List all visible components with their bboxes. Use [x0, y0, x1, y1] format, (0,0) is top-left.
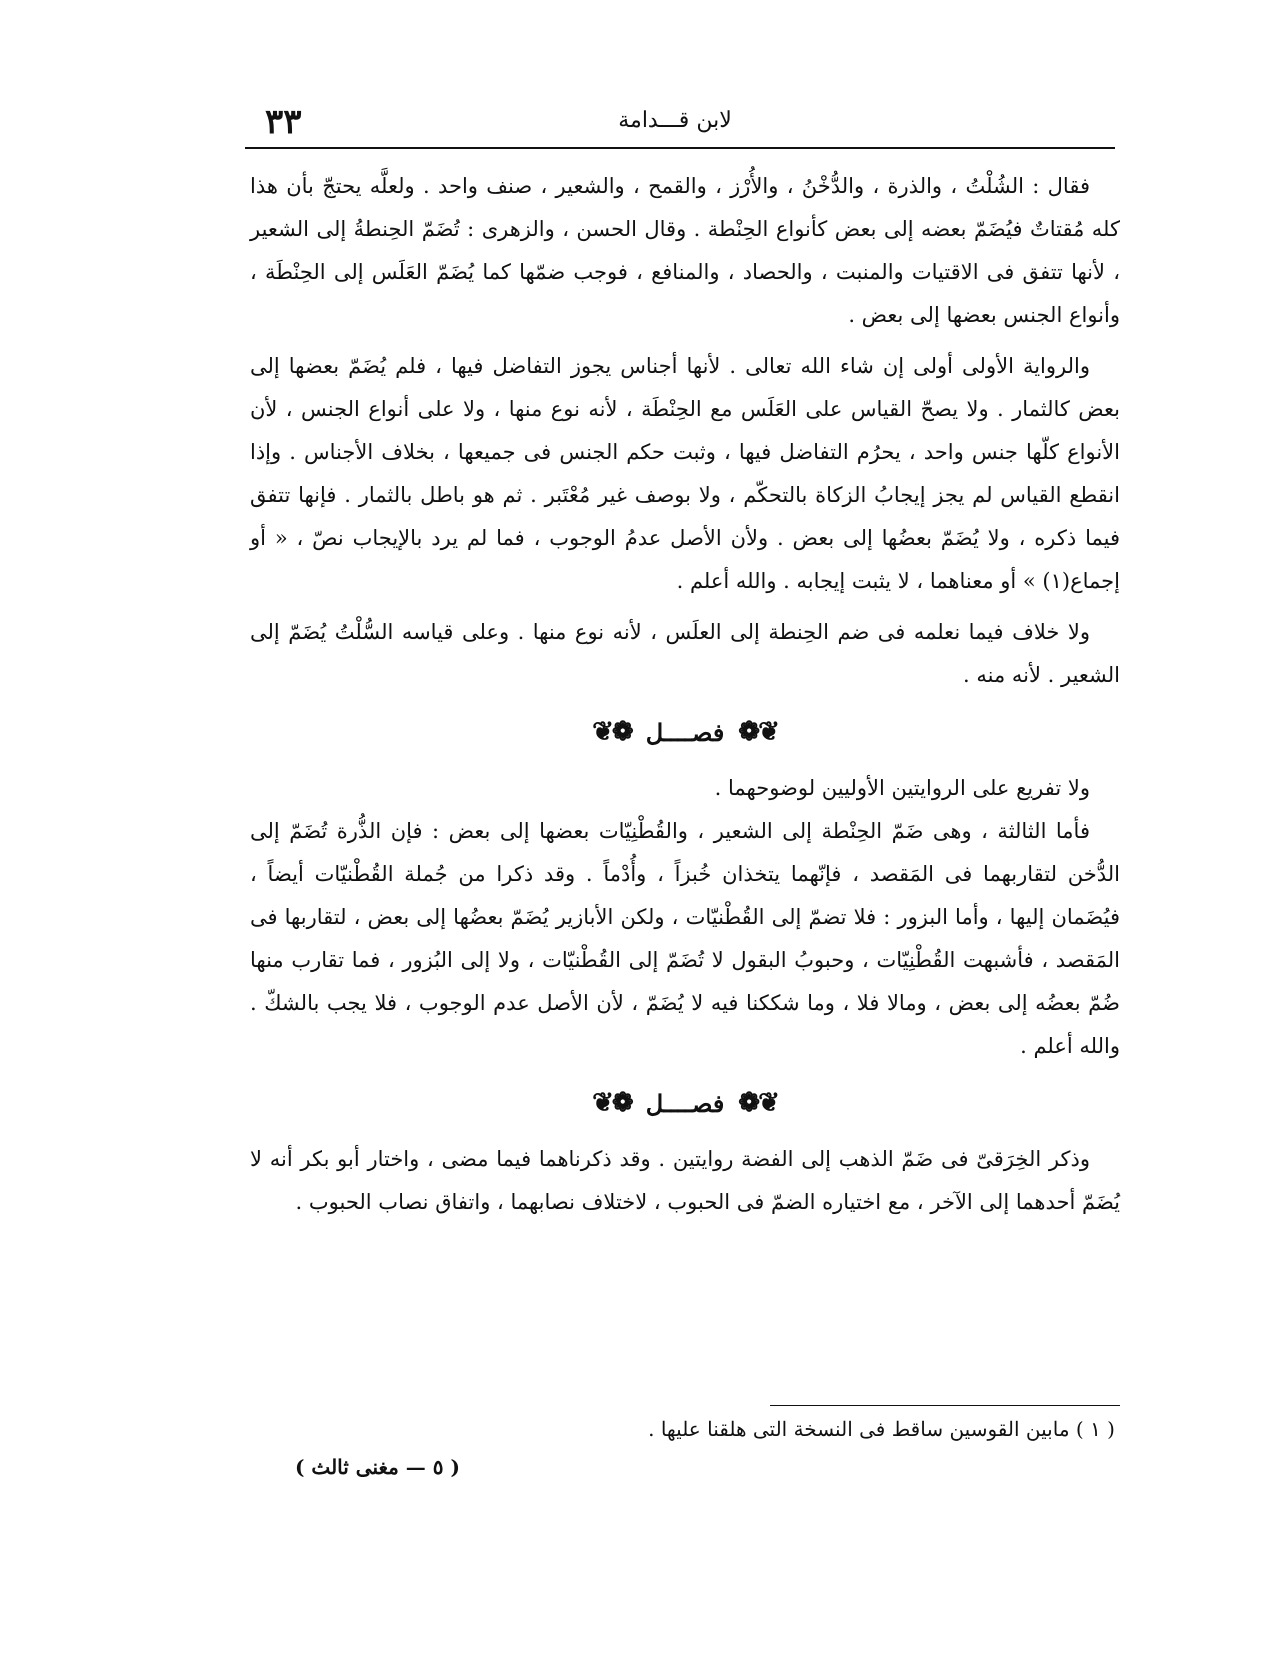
paragraph: فأما الثالثة ، وهى ضَمّ الحِنْطة إلى الشعير ، والقُطْنِيّات بعضها إلى بعض : فإن الذُّرة تُضَمّ إلى الدُّخن لتقاربهما فى المَقصد ، فإنّهما يتخذان خُبزاً ، وأُدْماً . وقد ذكرا من جُملة القُطْنيّات أيضاً ، فيُضَمان إليها ، وأما البزور : فلا تضمّ إلى القُطْنيّات ، ولكن الأبازير يُضَمّ بعضُها إلى بعض ، لتقاربها فى المَقصد ، فأشبهت القُطْنِيّات ، وحبوبُ البقول لا تُضَمّ إلى القُطْنيّات ، ولا إلى البُزور ، فما تقارب منها ضُمّ بعضُه إلى بعض ، ومالا فلا ، وما شككنا فيه لا يُضَمّ ، لأن الأصل عدم الوجوب ، فلا يجب بالشكّ . والله أعلم .	[250, 819, 1120, 1058]
section-heading	[250, 1068, 1120, 1138]
page-header	[245, 100, 1105, 148]
paragraph: والرواية الأولى أولى إن شاء الله تعالى . لأنها أجناس يجوز التفاضل فيها ، فلم يُضَمّ بعضها إلى بعض كالثمار . ولا يصحّ القياس على العَلَس مع الحِنْطَة ، لأنه نوع منها ، ولا على أنواع الجنس ، لأن الأنواع كلّها جنس واحد ، يحرُم التفاضل فيها ، وثبت حكم الجنس فى جميعها ، بخلاف الأجناس . وإذا انقطع القياس لم يجز إيجابُ الزكاة بالتحكّم ، ولا بوصف غير مُعْتَبر . ثم هو باطل بالثمار . فإنها تتفق فيما ذكره ، ولا يُضَمّ بعضُها إلى بعض . ولأن الأصل عدمُ الوجوب ، فما لم يرد بالإيجاب نصّ ، « أو إجماع(١) » أو معناهما ، لا يثبت إيجابه . والله أعلم .	[250, 354, 1120, 593]
page-number: ٣٣	[265, 102, 302, 142]
footnote: ( ١ ) مابين القوسين ساقط فى النسخة التى هلقنا عليها .	[648, 1417, 1115, 1441]
section-heading	[250, 697, 1120, 767]
ornament-icon: ❦❁	[738, 1088, 778, 1118]
header-rule	[245, 147, 1115, 149]
ornament-icon: ❁❦	[592, 1088, 632, 1118]
signature-mark: ( ٥ — مغنى ثالث )	[295, 1455, 460, 1479]
footnote-rule	[770, 1405, 1120, 1406]
section-heading-text: فصــــل	[645, 1088, 725, 1118]
running-title: لابن قـــدامة	[618, 108, 732, 133]
section-heading-text: فصــــل	[645, 717, 725, 747]
ornament-icon: ❁❦	[592, 717, 632, 747]
main-text	[250, 165, 1120, 1224]
paragraph: وذكر الخِرَقىّ فى ضَمّ الذهب إلى الفضة روايتين . وقد ذكرناهما فيما مضى ، واختار أبو بكر أنه لا يُضَمّ أحدهما إلى الآخر ، مع اختياره الضمّ فى الحبوب ، لاختلاف نصابهما ، واتفاق نصاب الحبوب .	[250, 1147, 1120, 1214]
ornament-icon: ❦❁	[738, 717, 778, 747]
paragraph: فقال : الشُلْتُ ، والذرة ، والدُّخْنُ ، والأُرْز ، والقمح ، والشعير ، صنف واحد . ولعلَّه يحتجّ بأن هذا كله مُقتاتٌ فيُضَمّ بعضه إلى بعض كأنواع الحِنْطة . وقال الحسن ، والزهرى : تُضَمّ الحِنطةُ إلى الشعير ، لأنها تتفق فى الاقتيات والمنبت ، والحصاد ، والمنافع ، فوجب ضمّها كما يُضَمّ العَلَس إلى الحِنْطَة ، وأنواع الجنس بعضها إلى بعض .	[250, 174, 1120, 327]
paragraph: ولا خلاف فيما نعلمه فى ضم الحِنطة إلى العلَس ، لأنه نوع منها . وعلى قياسه السُّلْتُ يُضَمّ إلى الشعير . لأنه منه .	[250, 620, 1120, 687]
paragraph: ولا تفريع على الروايتين الأوليين لوضوحهما .	[714, 776, 1090, 800]
